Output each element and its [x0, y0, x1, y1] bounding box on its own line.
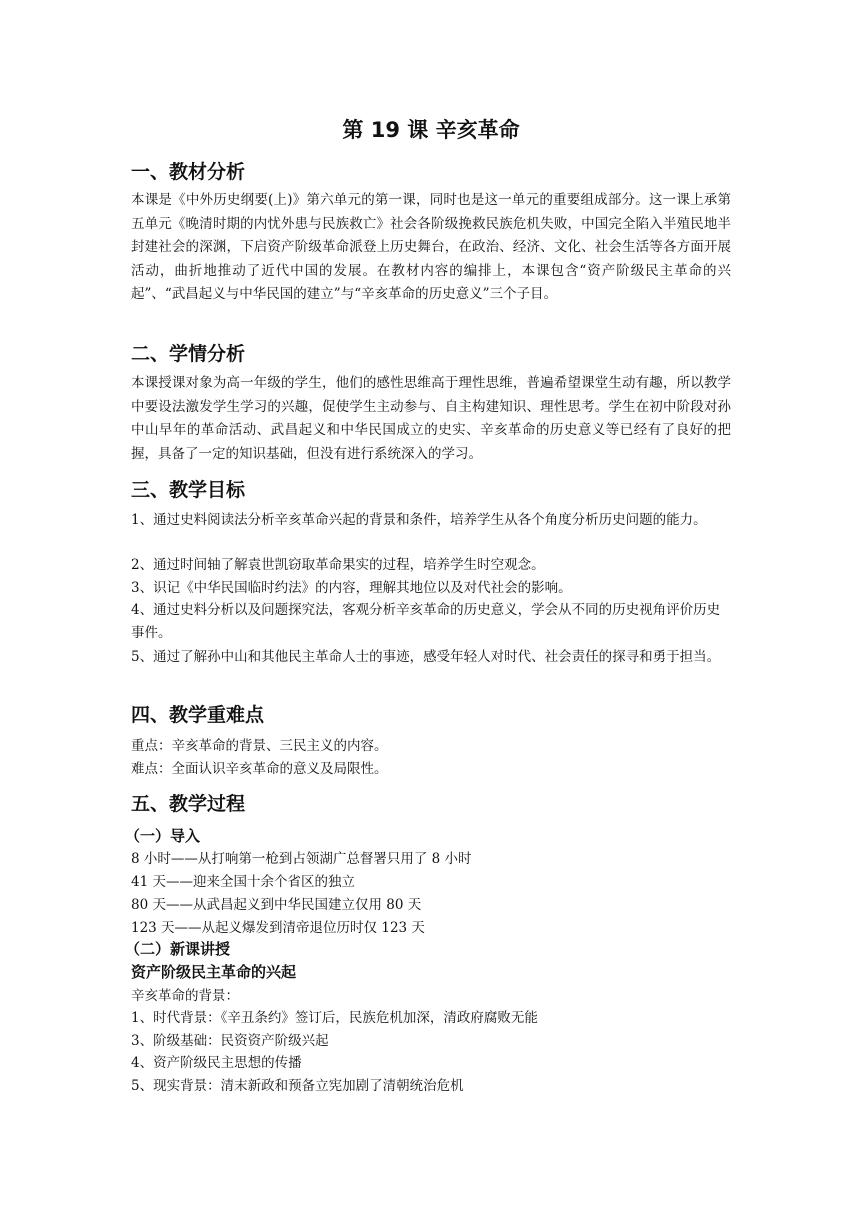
- section-heading-key-points: 四、教学重难点: [131, 704, 265, 726]
- section-heading-teaching-goals: 三、教学目标: [131, 479, 246, 501]
- intro-line: 80 天——从武昌起义到中华民国建立仅用 80 天: [131, 897, 422, 913]
- key-point: 重点：辛亥革命的背景、三民主义的内容。: [131, 738, 388, 754]
- goal-item-1: 1、通过史料阅读法分析辛亥革命兴起的背景和条件，培养学生从各个角度分析历史问题的能力。: [131, 512, 707, 528]
- intro-line: 8 小时——从打响第一枪到占领湖广总督署只用了 8 小时: [131, 851, 472, 867]
- subsection-heading-new-lesson: （二）新课讲授: [125, 940, 231, 958]
- textbook-analysis-paragraph: 本课是《中外历史纲要(上)》第六单元的第一课，同时也是这一单元的重要组成部分。这一课上承第五单元《晚清时期的内忧外患与民族救亡》社会各阶级挽救民族危机失败，中国完全陷入半殖民地半封建社会的深渊，下启资产阶级革命派登上历史舞台，在政治、经济、文化、社会生活等各方面开展活动，曲折地推动了近代中国的发展。在教材内容的编排上，本课包含“资产阶级民主革命的兴起”、“武昌起义与中华民国的建立”与“辛亥革命的历史意义”三个子目。: [131, 192, 731, 303]
- section-heading-student-analysis: 二、学情分析: [131, 343, 246, 365]
- intro-line: 41 天——迎来全国十余个省区的独立: [131, 874, 355, 890]
- goal-item-5: 5、通过了解孙中山和其他民主革命人士的事迹，感受年轻人对时代、社会责任的探寻和勇于担当。: [131, 649, 721, 665]
- subsection-heading-intro: （一）导入: [125, 827, 201, 845]
- page-title: 第 19 课 辛亥革命: [342, 118, 520, 142]
- section-heading-textbook-analysis: 一、教材分析: [131, 161, 246, 183]
- goal-item-2: 2、通过时间轴了解袁世凯窃取革命果实的过程，培养学生时空观念。: [131, 557, 545, 573]
- background-item: 1、时代背景：《辛丑条约》签订后，民族危机加深，清政府腐败无能: [131, 1010, 538, 1026]
- goal-item-4: 4、通过史料分析以及问题探究法，客观分析辛亥革命的历史意义，学会从不同的历史视角评价历史事件。: [131, 602, 721, 641]
- background-item: 4、资产阶级民主思想的传播: [131, 1055, 302, 1071]
- background-item: 3、阶级基础：民资资产阶级兴起: [131, 1033, 329, 1049]
- goal-item-3: 3、识记《中华民国临时约法》的内容，理解其地位以及对代社会的影响。: [131, 580, 572, 596]
- student-analysis-paragraph: 本课授课对象为高一年级的学生，他们的感性思维高于理性思维，普遍希望课堂生动有趣，所以教学中要设法激发学生学习的兴趣，促使学生主动参与、自主构建知识、理性思考。学生在初中阶段对孙中山早年的革命活动、武昌起义和中华民国成立的史实、辛亥革命的历史意义等已经有了良好的把握，具备了一定的知识基础，但没有进行系统深入的学习。: [131, 375, 731, 462]
- section-heading-teaching-process: 五、教学过程: [131, 793, 246, 815]
- background-item: 5、现实背景：清末新政和预备立宪加剧了清朝统治危机: [131, 1078, 464, 1094]
- background-label: 辛亥革命的背景：: [131, 988, 239, 1004]
- difficult-point: 难点：全面认识辛亥革命的意义及局限性。: [131, 761, 388, 777]
- intro-line: 123 天——从起义爆发到清帝退位历时仅 123 天: [131, 920, 425, 936]
- topic-heading: 资产阶级民主革命的兴起: [131, 963, 297, 981]
